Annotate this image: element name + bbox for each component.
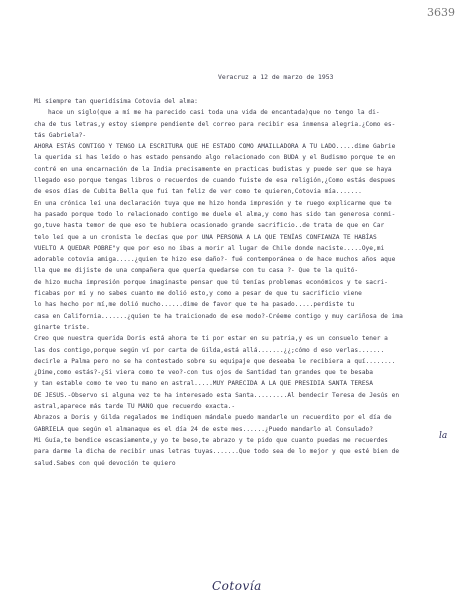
letter-line: lla que me dijiste de una compañera que quería quedarse con tu casa ?- Que te la quitó-	[34, 267, 359, 275]
handwritten-signature: Cotovía	[212, 579, 262, 593]
letter-line: casa en California.......¿quien te ha traicionado de ese modo?-Créeme contigo y muy cariñosa de ima	[34, 312, 403, 320]
letter-line: llegado eso porque tengas libros o recuerdos de cuando fuiste de esa religión,¿Como estás despues	[34, 177, 396, 185]
letter-line: GABRIELA que según el almanaque es el día 24 de este mes......¿Puedo mandarlo al Consulado?	[34, 425, 373, 433]
archive-number: 3639	[427, 6, 455, 19]
letter-line: decirle a Palma pero no se ha contestado sobre su equipaje que deseaba le recibiera a quí........	[34, 357, 396, 365]
letter-line: lo has hecho por mí,me dolió mucho......dime de favor que te ha pasado.....perdiste tu	[34, 301, 355, 309]
letter-line: de hizo mucha impresión porque imaginaste pensar que tú tenías problemas económicos y te sacri-	[34, 278, 388, 286]
letter-line: de esos días de Cubita Bella que fui tan feliz de ver como te quieren,Cotovia mía.......	[34, 188, 362, 196]
letter-line: para darme la dicha de recibir unas letras tuyas.......Que todo sea de lo mejor y que esté bien de	[34, 448, 400, 456]
letter-line: DE JESUS.-Observo si alguna vez te ha interesado esta Santa.........Al bendecir Teresa de Jesús en	[34, 391, 400, 399]
letter-line: contré en una encarnación de la India precisamente en practicas budistas y puede ser que se haya	[34, 165, 392, 173]
letter-line: adorable cotovia amiga.....¿quien te hizo ese daño?- fué contemporánea o de hace muchos años aque	[34, 256, 396, 264]
letter-line: Creo que nuestra querida Doris está ahora te ti por estar en su patria,y es un consuelo tener a	[34, 335, 388, 343]
letter-line: la querida si has leído o has estado pensando algo relacionado con BUDA y el Budismo porque te en	[34, 154, 396, 162]
letter-line: las dos contigo,porque según ví por carta de Gilda,está allá.......¿¿;cómo d eso verlas.......	[34, 346, 385, 354]
letter-line: Mi siempre tan queridísima Cotovia del alma:	[34, 98, 198, 105]
letter-line: ginarte triste.	[34, 323, 90, 331]
letter-line: ha pasado porque todo lo relacionado contigo me duele el alma,y como has sido tan generosa conmi-	[34, 210, 396, 218]
letter-body	[34, 96, 456, 469]
dateline: Veracruz a 12 de marzo de 1953	[218, 73, 334, 81]
letter-line: ¿Dime,como estás?-¿Si viera como te veo?-con tus ojos de Santidad tan grandes que te besaba	[34, 369, 373, 377]
letter-line: VUELTO A QUEDAR POBRE"y que por eso no ibas a morir al lugar de Chile donde naciste.....Oye,mi	[34, 244, 385, 252]
letter-line: tás Gabriela?-	[34, 131, 87, 139]
handwritten-margin-note: la	[439, 431, 448, 441]
letter-line: ficabas por mí y no sabes cuanto me dolió esto,y como a pesar de que tu sacrificio viene	[34, 290, 362, 298]
letter-line: y tan estable como te veo tu mano en astral.....MUY PARECIDA A LA QUE PRESIDIA SANTA TERESA	[34, 380, 373, 388]
letter-line: cha de tus letras,y estoy siempre pendiente del correo para recibir esa inmensa alegria.¿Como es-	[34, 120, 396, 128]
letter-line: En una crónica leí una declaración tuya que me hizo honda impresión y te ruego explicarme que te	[34, 199, 392, 207]
letter-line: astral,aparece más tarde TU MANO que recuerdo exacta.-	[34, 403, 236, 411]
letter-line: Abrazos a Doris y Gilda regalados me indiquen mándale puedo mandarle un recuerdito por el día de	[34, 414, 392, 422]
letter-line: go,tuve hasta temor de que eso te hubiera ocasionado grande sacrificio..de trata de que en Car	[34, 222, 385, 230]
letter-line: telo leí que a un cronista le decías que por UNA PERSONA A LA QUE TENÍAS CONFIANZA TE HABÍAS	[34, 233, 377, 241]
letter-line: salud.Sabes con qué devoción te quiero	[34, 459, 176, 467]
letter-line: hace un siglo(que a mí me ha parecido casi toda una vida de encantada)que no tengo la di-	[48, 109, 380, 117]
letter-line: AHORA ESTÁS CONTIGO Y TENGO LA ESCRITURA QUE HE ESTADO COMO AMAILLADORA A TU LADO.....dime Gabrie	[34, 143, 396, 151]
letter-line: Mi Guía,te bendice escasiamente,y yo te beso,te abrazo y te pido que cuanto puedas me recuerdes	[34, 436, 388, 444]
